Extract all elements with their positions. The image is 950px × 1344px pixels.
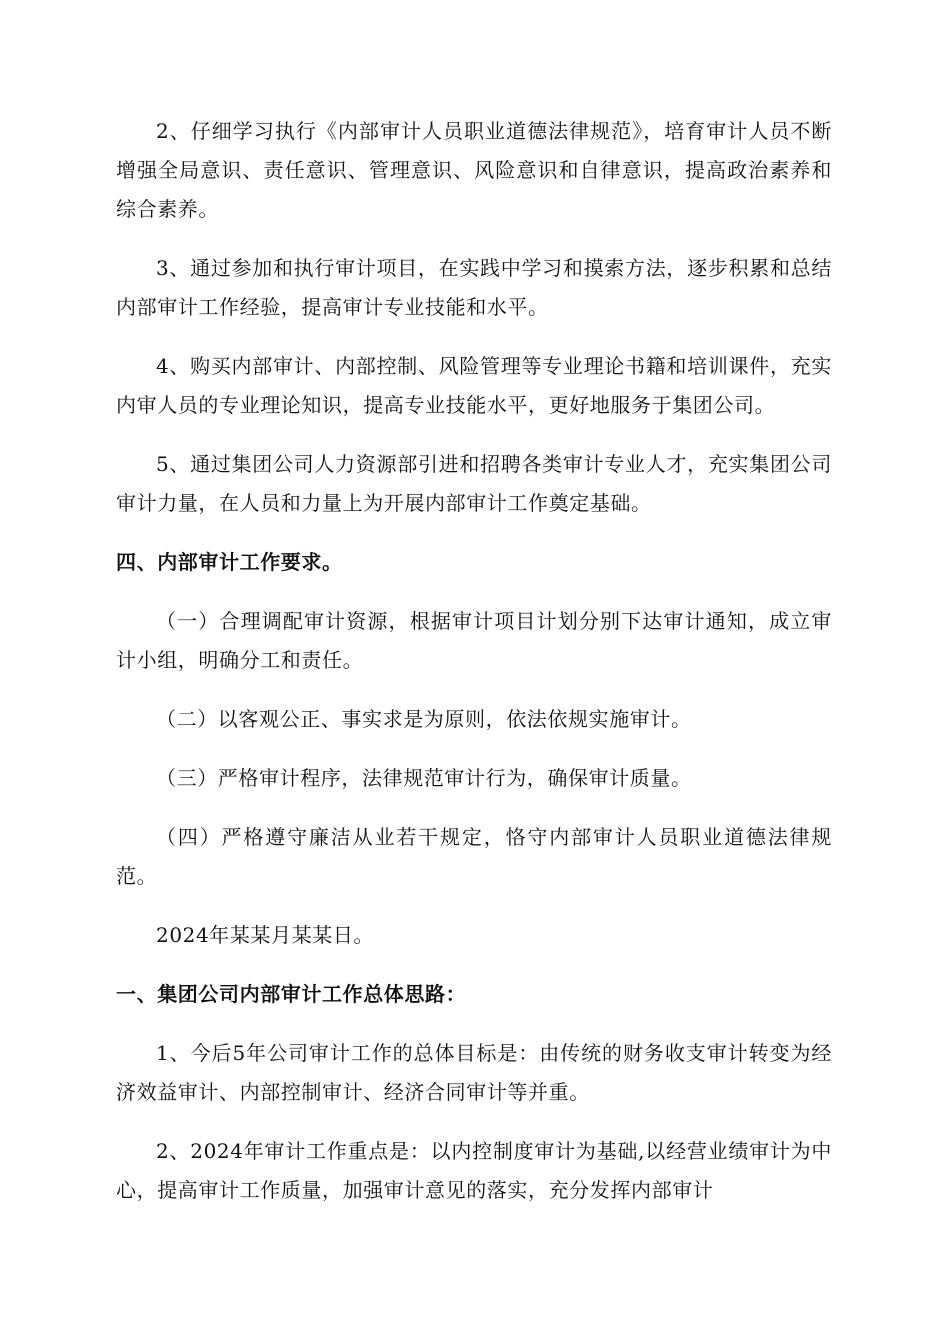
paragraph-requirement-1: （一）合理调配审计资源，根据审计项目计划分别下达审计通知，成立审计小组，明确分工和责任。 [116, 609, 832, 672]
paragraph-requirement-2: （二）以客观公正、事实求是为原则，依法依规实施审计。 [156, 707, 692, 731]
paragraph-item-4-training-materials: 4、购买内部审计、内部控制、风险管理等专业理论书籍和培训课件，充实内审人员的专业理论知识，提高专业技能水平，更好地服务于集团公司。 [116, 354, 832, 417]
paragraph-item-2-staff-ethics: 2、仔细学习执行《内部审计人员职业道德法律规范》，培育审计人员不断增强全局意识、责任意识、管理意识、风险意识和自律意识，提高政治素养和综合素养。 [116, 119, 832, 221]
document-page [116, 112, 832, 1230]
paragraph-approach-2: 2、2024年审计工作重点是：以内控制度审计为基础,以经营业绩审计为中心，提高审计工作质量，加强审计意见的落实，充分发挥内部审计 [116, 1139, 832, 1202]
section-heading-audit-requirements: 四、内部审计工作要求。 [116, 550, 343, 574]
paragraph-requirement-3: （三）严格审计程序，法律规范审计行为，确保审计质量。 [156, 766, 692, 790]
paragraph-approach-1: 1、今后5年公司审计工作的总体目标是：由传统的财务收支审计转变为经济效益审计、内部控制审计、经济合同审计等并重。 [116, 1041, 832, 1104]
section-heading-overall-approach: 一、集团公司内部审计工作总体思路： [116, 982, 467, 1006]
paragraph-item-3-practice: 3、通过参加和执行审计项目，在实践中学习和摸索方法，逐步积累和总结内部审计工作经验，提高审计专业技能和水平。 [116, 256, 832, 319]
paragraph-item-5-recruitment: 5、通过集团公司人力资源部引进和招聘各类审计专业人才，充实集团公司审计力量，在人员和力量上为开展内部审计工作奠定基础。 [116, 452, 832, 515]
paragraph-requirement-4: （四）严格遵守廉洁从业若干规定，恪守内部审计人员职业道德法律规范。 [116, 825, 832, 888]
paragraph-date: 2024年某某月某某日。 [156, 923, 375, 947]
